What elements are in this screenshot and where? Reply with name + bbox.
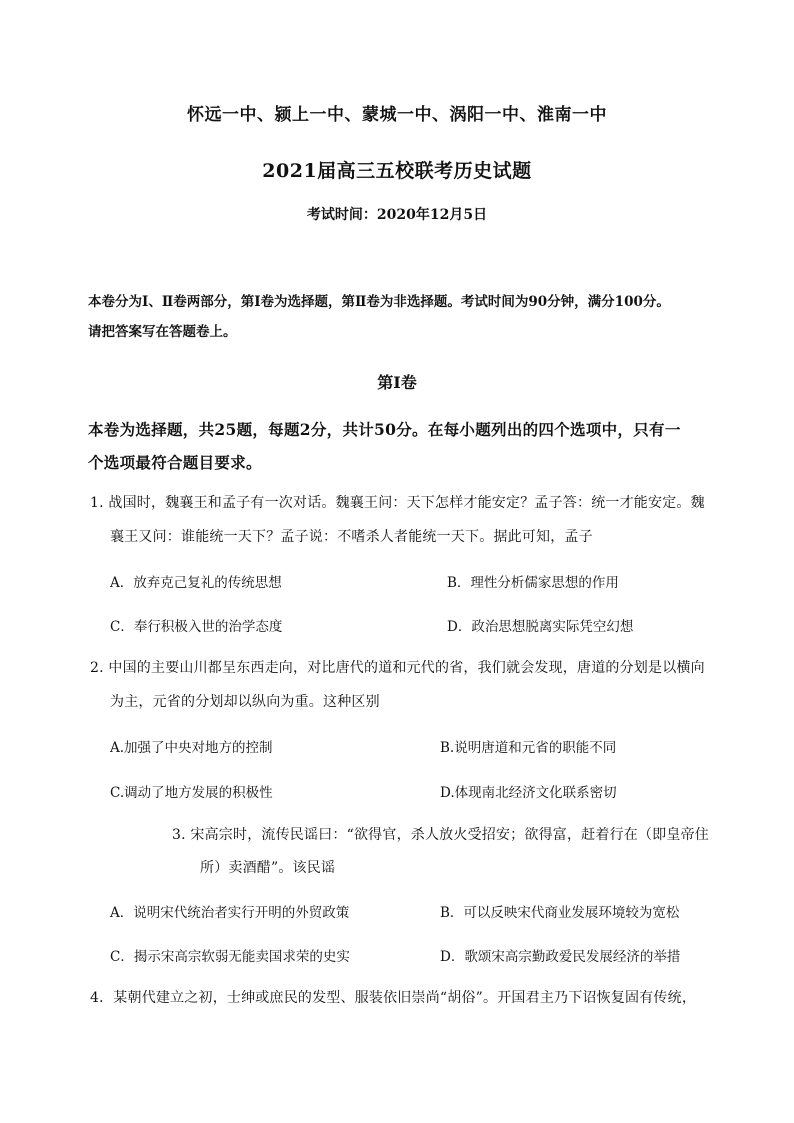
question-1-option-b: B．理性分析儒家思想的作用	[447, 575, 619, 591]
question-1-line-1: 1. 战国时，魏襄王和孟子有一次对话。魏襄王问：天下怎样才能安定？孟子答：统一才能安定。魏	[90, 495, 705, 511]
question-1-line-2: 襄王又问：谁能统一天下？孟子说：不嗜杀人者能统一天下。据此可知，孟子	[110, 529, 593, 545]
section-instruction-line-2: 个选项最符合题目要求。	[88, 453, 262, 472]
question-2-line-1: 2. 中国的主要山川都呈东西走向，对比唐代的道和元代的省，我们就会发现，唐道的分划是以横向	[90, 660, 705, 676]
section-title: 第Ⅰ卷	[377, 373, 417, 392]
intro-line-2: 请把答案写在答题卷上。	[88, 324, 237, 340]
question-3-option-b: B．可以反映宋代商业发展环境较为宽松	[440, 905, 680, 921]
exam-title: 2021届高三五校联考历史试题	[262, 160, 532, 182]
question-1-option-c: C．奉行积极入世的治学态度	[110, 619, 283, 635]
question-1-option-a: A．放弃克己复礼的传统思想	[110, 575, 282, 591]
question-4-line-1: 4．某朝代建立之初，士绅或庶民的发型、服装依旧崇尚“胡俗”。开国君主乃下诏恢复固有传统，	[90, 990, 697, 1006]
question-2-option-b: B.说明唐道和元省的职能不同	[440, 740, 617, 756]
question-3-option-a: A．说明宋代统治者实行开明的外贸政策	[110, 905, 350, 921]
exam-time: 考试时间：2020年12月5日	[306, 207, 488, 223]
section-instruction-line-1: 本卷为选择题，共25题，每题2分，共计50分。在每小题列出的四个选项中，只有一	[88, 420, 681, 439]
question-3-line-1: 3. 宋高宗时，流传民谣曰：“欲得官，杀人放火受招安；欲得富，赶着行在（即皇帝住	[172, 827, 709, 843]
question-3-option-d: D．歌颂宋高宗勤政爱民发展经济的举措	[440, 949, 681, 965]
question-3-line-2: 所）卖酒醋”。该民谣	[200, 860, 336, 876]
question-2-option-a: A.加强了中央对地方的控制	[110, 740, 273, 756]
question-1-option-d: D．政治思想脱离实际凭空幻想	[447, 619, 634, 635]
question-2-line-2: 为主，元省的分划却以纵向为重。这种区别	[110, 694, 380, 710]
question-2-option-c: C.调动了地方发展的积极性	[110, 785, 273, 801]
question-3-option-c: C．揭示宋高宗软弱无能卖国求荣的史实	[110, 949, 350, 965]
school-list: 怀远一中、颍上一中、蒙城一中、涡阳一中、淮南一中	[187, 105, 607, 125]
question-2-option-d: D.体现南北经济文化联系密切	[440, 785, 617, 801]
intro-line-1: 本卷分为Ⅰ、Ⅱ卷两部分，第Ⅰ卷为选择题，第Ⅱ卷为非选择题。考试时间为90分钟，满分100分。	[88, 294, 670, 310]
